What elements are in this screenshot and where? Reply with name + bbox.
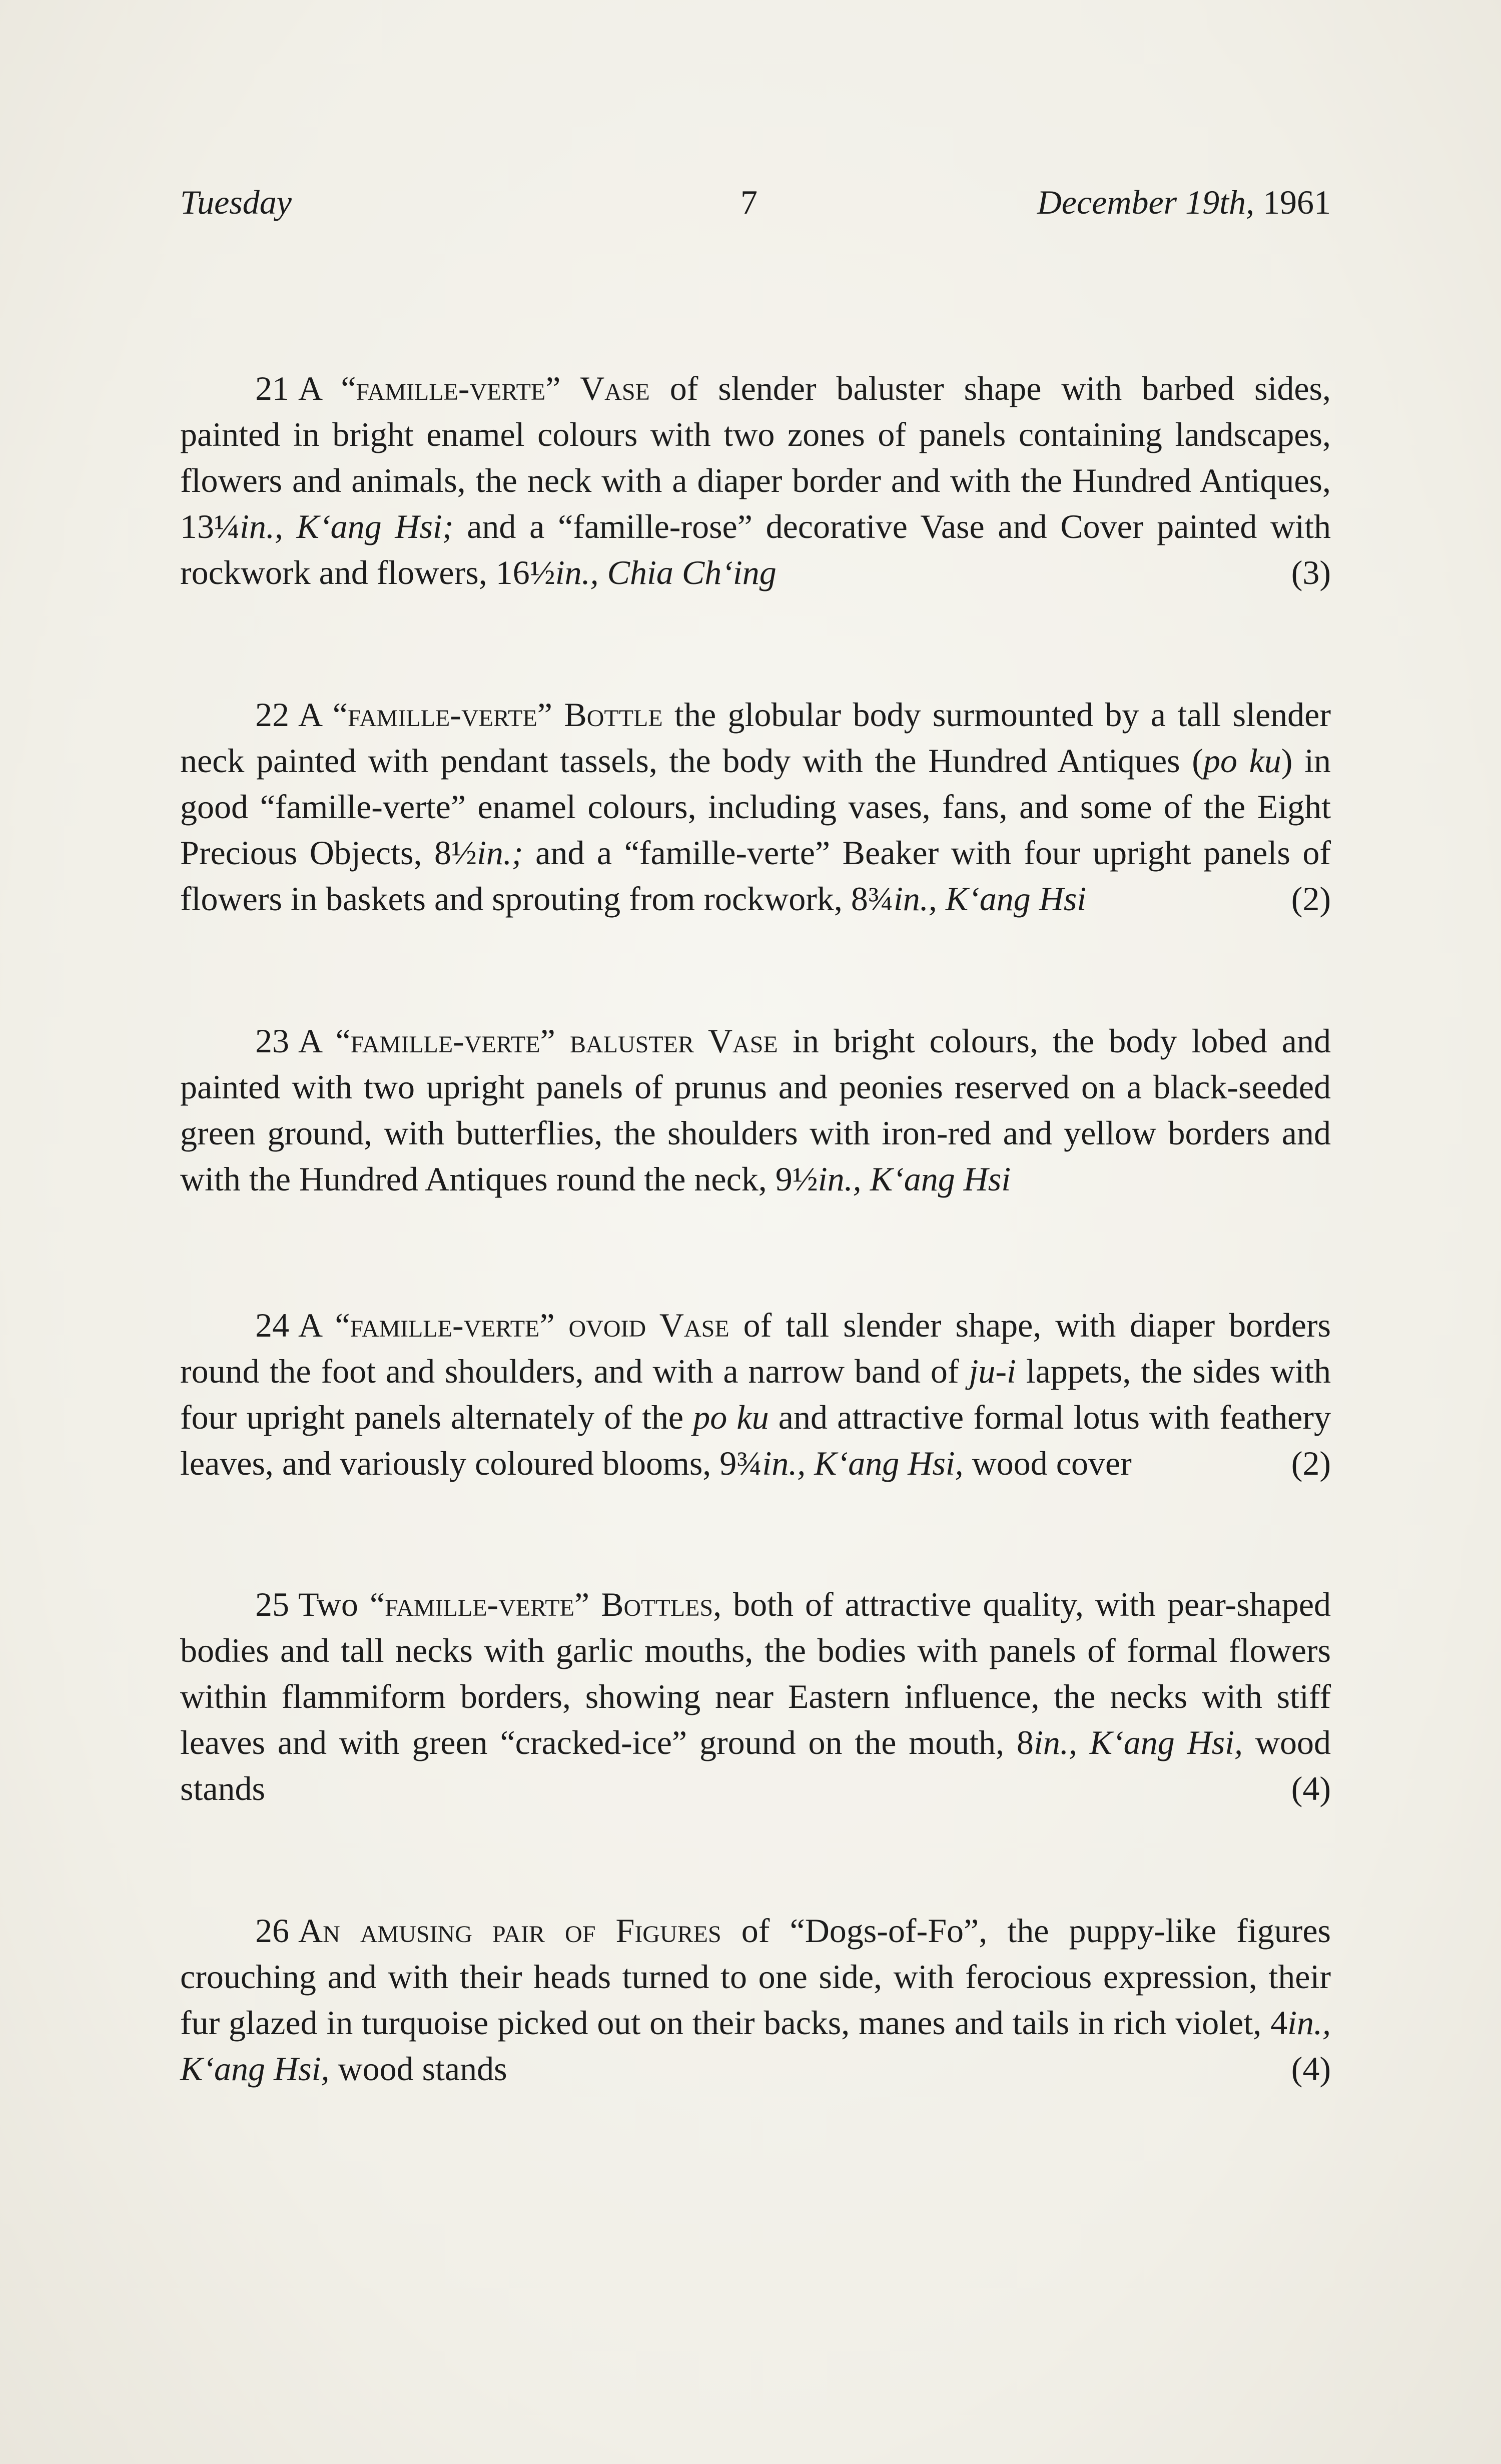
lot-description: in bright colours, the body lobed and painted with two upright panels of prunus and peonies reserved on a black-seeded green ground, with butterflies, the shoulders with iron-red and yellow borders and with the Hundred Antiques round the neck, 9½	[180, 1022, 1331, 1198]
lot-dimension: in., K‘ang Hsi,	[762, 1444, 964, 1482]
header-date-text: December 19th,	[1037, 183, 1254, 221]
lot-title: An amusing pair of Figures	[298, 1912, 721, 1950]
lot-description-3: and a “famille-verte” Beaker with four upright panels of flowers in baskets and sprouting from rockwork, 8¾	[180, 834, 1331, 918]
page-number: 7	[740, 183, 758, 221]
lot-quantity: (4)	[1291, 1769, 1331, 1807]
lot-italic-term: ju-i	[969, 1352, 1016, 1390]
lot-dimension: in., K‘ang Hsi,	[1033, 1723, 1243, 1761]
lot-description-3: and attractive formal lotus with feathery leaves, and variously coloured blooms, 9¾	[180, 1398, 1331, 1482]
lot-description: of tall slender shape, with diaper borders round the foot and shoulders, and with a narrow band of	[180, 1306, 1331, 1390]
lot-23	[180, 1018, 1331, 1202]
lot-description-2: and a “famille-rose” decorative Vase and Cover painted with rockwork and flowers, 16½	[180, 507, 1331, 591]
lot-dimension: in.;	[477, 834, 523, 872]
header-date	[1037, 183, 1331, 222]
lot-quantity: (2)	[1291, 1444, 1331, 1482]
lot-article: A	[298, 1022, 336, 1060]
lot-description: both of attractive quality, with pear-shaped bodies and tall necks with garlic mouths, the bodies with panels of formal flowers within flammiform borders, showing near Eastern influence, the necks with stiff leaves and with green “cracked-ice” ground on the mouth, 8	[180, 1585, 1331, 1761]
lot-description: the globular body surmounted by a tall slender neck painted with pendant tassels, the body with the Hundred Antiques (	[180, 696, 1331, 780]
lot-number: 21	[255, 369, 289, 407]
lot-26	[180, 1908, 1331, 2092]
lot-number: 24	[255, 1306, 289, 1344]
lot-title: “famille-verte” ovoid Vase	[335, 1306, 729, 1344]
lot-description-2: ) in good “famille-verte” enamel colours, including vases, fans, and some of the Eight Precious Objects, 8½	[180, 742, 1331, 872]
lot-number: 23	[255, 1022, 289, 1060]
lot-title: “famille-verte” Vase	[341, 369, 650, 407]
lot-article: A	[298, 696, 333, 734]
lot-description: of “Dogs-of-Fo”, the puppy-like figures crouching and with their heads turned to one side, with ferocious expression, their fur glazed in turquoise picked out on their backs, manes and tails in rich violet, 4	[180, 1912, 1331, 2042]
lot-24	[180, 1302, 1331, 1486]
lot-dimension: in., K‘ang Hsi,	[180, 2004, 1331, 2088]
lot-article: A	[298, 369, 341, 407]
lot-22	[180, 692, 1331, 922]
lot-period: K‘ang Hsi	[870, 1160, 1011, 1198]
lot-dimension-2: in., Chia Ch‘ing	[555, 553, 777, 591]
lot-title: “famille-verte” Bottle	[332, 696, 663, 734]
lot-dimension: in., K‘ang Hsi;	[240, 507, 454, 545]
lot-dimension: in.,	[818, 1160, 862, 1198]
lot-description-2: wood stands	[180, 1723, 1331, 1807]
page-header	[180, 183, 1331, 233]
lot-italic-term-2: po ku	[693, 1398, 769, 1436]
lot-description-4: wood cover	[963, 1444, 1132, 1482]
lot-number: 26	[255, 1912, 289, 1950]
lot-article: A	[298, 1306, 335, 1344]
lot-description-2: lappets, the sides with four upright panels alternately of the	[180, 1352, 1331, 1436]
lot-quantity: (3)	[1291, 553, 1331, 591]
lot-title: “famille-verte” baluster Vase	[335, 1022, 778, 1060]
lot-description-2: wood stands	[329, 2050, 507, 2088]
lot-25	[180, 1581, 1331, 1811]
lot-number: 22	[255, 696, 289, 734]
lot-article: Two	[298, 1585, 370, 1623]
lot-21	[180, 365, 1331, 595]
lot-list	[180, 365, 1331, 2126]
lot-description: of slender baluster shape with barbed sides, painted in bright enamel colours with two zones of panels containing landscapes, flowers and animals, the neck with a diaper border and with the Hundred Antiques, 13¼	[180, 369, 1331, 545]
header-day: Tuesday	[180, 183, 292, 221]
lot-quantity: (4)	[1291, 2050, 1331, 2088]
header-year: 1961	[1263, 183, 1331, 221]
lot-quantity: (2)	[1291, 880, 1331, 918]
lot-number: 25	[255, 1585, 289, 1623]
lot-italic-term: po ku	[1203, 742, 1281, 780]
lot-title: “famille-verte” Bottles,	[369, 1585, 722, 1623]
lot-dimension-2: in., K‘ang Hsi	[893, 880, 1087, 918]
